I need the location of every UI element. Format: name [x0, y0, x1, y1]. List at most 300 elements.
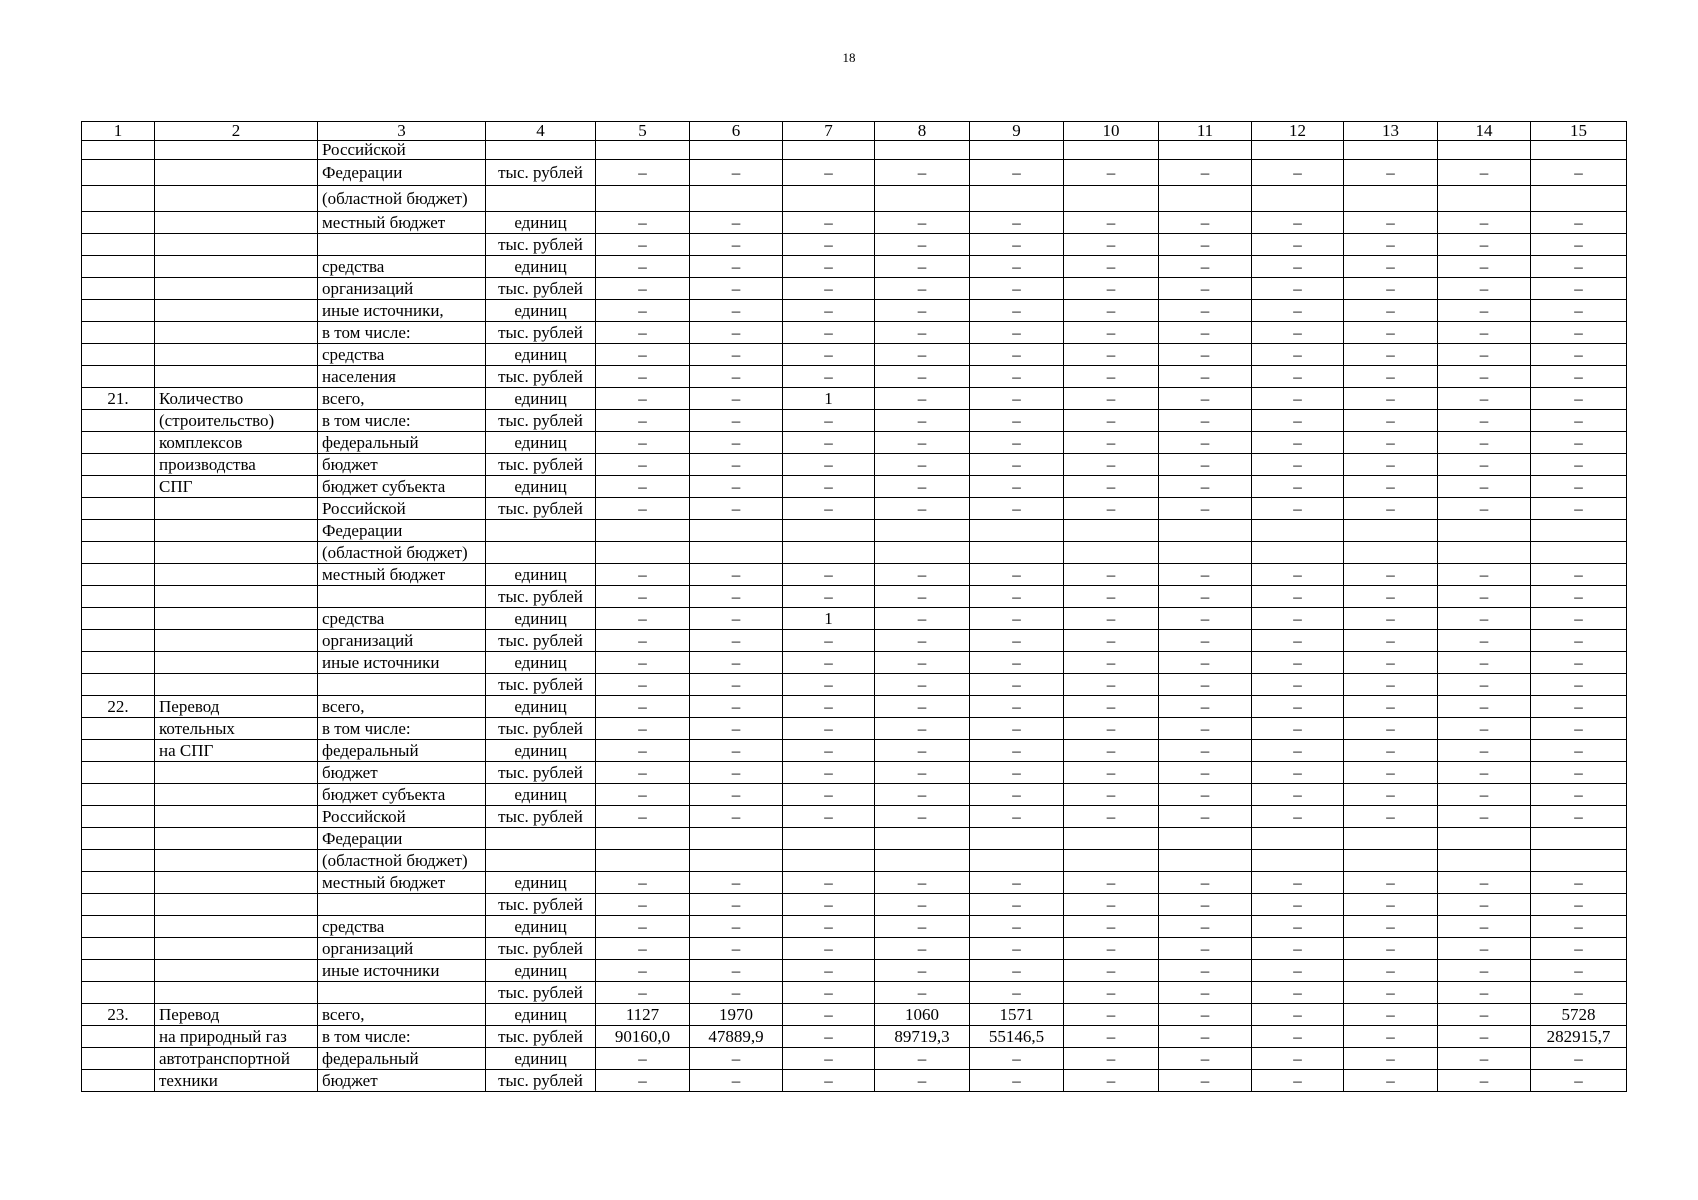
value-cell: –: [875, 938, 970, 960]
table-row: [82, 1070, 1627, 1092]
value-cell: –: [1159, 718, 1252, 740]
value-cell: –: [970, 718, 1064, 740]
indicator-cell: [155, 608, 318, 630]
value-cell: [1252, 141, 1344, 160]
funding-source-cell: местный бюджет: [318, 212, 486, 234]
indicator-cell: [155, 894, 318, 916]
value-cell: –: [1064, 960, 1159, 982]
table-row: [82, 498, 1627, 520]
header-row: [82, 122, 1627, 141]
value-cell: –: [1531, 212, 1627, 234]
value-cell: –: [690, 1070, 783, 1092]
row-number-cell: [82, 1048, 155, 1070]
value-cell: –: [783, 410, 875, 432]
unit-cell: тыс. рублей: [486, 762, 596, 784]
value-cell: –: [1252, 872, 1344, 894]
value-cell: –: [1438, 916, 1531, 938]
value-cell: –: [1344, 476, 1438, 498]
unit-cell: тыс. рублей: [486, 586, 596, 608]
row-number-cell: [82, 894, 155, 916]
funding-source-cell: в том числе:: [318, 322, 486, 344]
value-cell: –: [970, 454, 1064, 476]
value-cell: –: [690, 160, 783, 186]
indicator-cell: [155, 806, 318, 828]
row-number-cell: [82, 476, 155, 498]
value-cell: –: [875, 586, 970, 608]
value-cell: [1159, 141, 1252, 160]
value-cell: –: [783, 432, 875, 454]
value-cell: –: [1252, 806, 1344, 828]
value-cell: –: [970, 498, 1064, 520]
unit-cell: тыс. рублей: [486, 894, 596, 916]
value-cell: –: [1438, 652, 1531, 674]
value-cell: –: [690, 454, 783, 476]
indicator-cell: [155, 300, 318, 322]
value-cell: [875, 828, 970, 850]
row-number-cell: [82, 872, 155, 894]
value-cell: –: [1531, 784, 1627, 806]
value-cell: [596, 186, 690, 212]
indicator-cell: [155, 630, 318, 652]
row-number-cell: [82, 938, 155, 960]
value-cell: –: [1438, 1026, 1531, 1048]
value-cell: –: [690, 322, 783, 344]
value-cell: –: [875, 476, 970, 498]
value-cell: –: [596, 234, 690, 256]
unit-cell: единиц: [486, 872, 596, 894]
value-cell: –: [1438, 894, 1531, 916]
value-cell: –: [1438, 344, 1531, 366]
table-row: [82, 141, 1627, 160]
funding-source-cell: организаций: [318, 630, 486, 652]
value-cell: –: [1159, 564, 1252, 586]
value-cell: –: [1159, 1048, 1252, 1070]
value-cell: [875, 850, 970, 872]
unit-cell: единиц: [486, 476, 596, 498]
funding-source-cell: всего,: [318, 388, 486, 410]
row-number-cell: [82, 806, 155, 828]
value-cell: –: [1252, 1070, 1344, 1092]
value-cell: [1344, 186, 1438, 212]
value-cell: –: [1438, 630, 1531, 652]
indicator-cell: [155, 652, 318, 674]
funding-source-cell: бюджет субъекта: [318, 784, 486, 806]
unit-cell: единиц: [486, 1048, 596, 1070]
value-cell: –: [690, 630, 783, 652]
table-row: [82, 960, 1627, 982]
value-cell: –: [1064, 696, 1159, 718]
value-cell: –: [596, 160, 690, 186]
indicator-cell: [155, 828, 318, 850]
value-cell: –: [1252, 476, 1344, 498]
funding-source-cell: (областной бюджет): [318, 542, 486, 564]
value-cell: –: [596, 1048, 690, 1070]
value-cell: –: [1252, 718, 1344, 740]
value-cell: –: [690, 256, 783, 278]
value-cell: [970, 141, 1064, 160]
value-cell: –: [1064, 938, 1159, 960]
table-row: [82, 806, 1627, 828]
value-cell: –: [783, 160, 875, 186]
value-cell: –: [596, 740, 690, 762]
row-number-cell: [82, 850, 155, 872]
unit-cell: [486, 186, 596, 212]
value-cell: –: [1344, 916, 1438, 938]
value-cell: 1060: [875, 1004, 970, 1026]
value-cell: –: [690, 872, 783, 894]
value-cell: 47889,9: [690, 1026, 783, 1048]
value-cell: 55146,5: [970, 1026, 1064, 1048]
value-cell: –: [1064, 982, 1159, 1004]
value-cell: –: [970, 784, 1064, 806]
value-cell: [1531, 850, 1627, 872]
indicator-cell: [155, 256, 318, 278]
value-cell: –: [1064, 652, 1159, 674]
value-cell: –: [1159, 696, 1252, 718]
value-cell: –: [1159, 586, 1252, 608]
value-cell: –: [1252, 366, 1344, 388]
value-cell: –: [1064, 894, 1159, 916]
value-cell: –: [1531, 1048, 1627, 1070]
value-cell: –: [596, 696, 690, 718]
value-cell: –: [783, 278, 875, 300]
row-number-cell: [82, 278, 155, 300]
value-cell: –: [1344, 234, 1438, 256]
value-cell: –: [596, 630, 690, 652]
value-cell: [690, 141, 783, 160]
value-cell: –: [1531, 740, 1627, 762]
value-cell: [783, 520, 875, 542]
value-cell: –: [1159, 278, 1252, 300]
value-cell: –: [1438, 564, 1531, 586]
value-cell: –: [1252, 938, 1344, 960]
funding-source-cell: иные источники: [318, 960, 486, 982]
value-cell: –: [875, 410, 970, 432]
table-row: [82, 652, 1627, 674]
column-header: 8: [875, 122, 970, 141]
table-row: [82, 322, 1627, 344]
value-cell: –: [690, 344, 783, 366]
funding-source-cell: [318, 982, 486, 1004]
funding-source-cell: средства: [318, 916, 486, 938]
value-cell: –: [1344, 806, 1438, 828]
value-cell: –: [1344, 762, 1438, 784]
value-cell: –: [1531, 938, 1627, 960]
funding-source-cell: [318, 586, 486, 608]
value-cell: –: [783, 674, 875, 696]
value-cell: –: [970, 674, 1064, 696]
unit-cell: единиц: [486, 300, 596, 322]
column-header: 4: [486, 122, 596, 141]
value-cell: –: [875, 366, 970, 388]
value-cell: –: [1438, 960, 1531, 982]
value-cell: [596, 520, 690, 542]
value-cell: –: [596, 212, 690, 234]
value-cell: –: [1531, 1070, 1627, 1092]
unit-cell: единиц: [486, 564, 596, 586]
value-cell: –: [1159, 938, 1252, 960]
value-cell: –: [1252, 256, 1344, 278]
value-cell: –: [875, 806, 970, 828]
value-cell: –: [1064, 344, 1159, 366]
column-header: 14: [1438, 122, 1531, 141]
value-cell: –: [1438, 1004, 1531, 1026]
value-cell: –: [690, 564, 783, 586]
funding-source-cell: [318, 234, 486, 256]
value-cell: –: [783, 498, 875, 520]
value-cell: –: [1531, 388, 1627, 410]
value-cell: [1531, 542, 1627, 564]
value-cell: –: [1064, 872, 1159, 894]
value-cell: –: [1531, 982, 1627, 1004]
value-cell: –: [970, 564, 1064, 586]
row-number-cell: [82, 608, 155, 630]
indicator-cell: [155, 762, 318, 784]
value-cell: –: [1252, 300, 1344, 322]
value-cell: –: [1531, 366, 1627, 388]
value-cell: –: [1344, 300, 1438, 322]
value-cell: –: [1438, 278, 1531, 300]
table-row: [82, 160, 1627, 186]
value-cell: –: [690, 278, 783, 300]
value-cell: –: [596, 322, 690, 344]
value-cell: –: [783, 1026, 875, 1048]
value-cell: –: [1252, 630, 1344, 652]
value-cell: [1344, 542, 1438, 564]
value-cell: –: [1159, 982, 1252, 1004]
value-cell: –: [783, 212, 875, 234]
value-cell: –: [1438, 762, 1531, 784]
funding-source-cell: бюджет: [318, 454, 486, 476]
value-cell: [1252, 850, 1344, 872]
funding-source-cell: местный бюджет: [318, 564, 486, 586]
funding-source-cell: иные источники,: [318, 300, 486, 322]
row-number-cell: [82, 520, 155, 542]
value-cell: –: [596, 762, 690, 784]
value-cell: –: [875, 652, 970, 674]
value-cell: –: [1252, 740, 1344, 762]
funding-source-cell: населения: [318, 366, 486, 388]
unit-cell: [486, 850, 596, 872]
value-cell: [1344, 520, 1438, 542]
value-cell: –: [783, 476, 875, 498]
value-cell: –: [970, 160, 1064, 186]
value-cell: –: [596, 894, 690, 916]
funding-source-cell: федеральный: [318, 1048, 486, 1070]
value-cell: –: [1344, 322, 1438, 344]
row-number-cell: [82, 186, 155, 212]
value-cell: –: [783, 696, 875, 718]
value-cell: –: [1531, 160, 1627, 186]
value-cell: –: [1159, 454, 1252, 476]
value-cell: –: [1064, 916, 1159, 938]
column-header: 10: [1064, 122, 1159, 141]
value-cell: –: [1344, 498, 1438, 520]
row-number-cell: [82, 432, 155, 454]
value-cell: –: [1531, 718, 1627, 740]
value-cell: –: [596, 784, 690, 806]
table-row: [82, 674, 1627, 696]
value-cell: –: [1252, 388, 1344, 410]
value-cell: [1159, 850, 1252, 872]
value-cell: –: [1064, 740, 1159, 762]
funding-source-cell: средства: [318, 608, 486, 630]
value-cell: –: [1531, 762, 1627, 784]
value-cell: –: [1531, 454, 1627, 476]
value-cell: –: [690, 652, 783, 674]
value-cell: –: [970, 872, 1064, 894]
value-cell: –: [1344, 608, 1438, 630]
value-cell: [1438, 542, 1531, 564]
value-cell: –: [970, 278, 1064, 300]
value-cell: –: [1252, 344, 1344, 366]
value-cell: –: [1344, 366, 1438, 388]
funding-source-cell: организаций: [318, 938, 486, 960]
value-cell: –: [690, 960, 783, 982]
unit-cell: единиц: [486, 608, 596, 630]
unit-cell: тыс. рублей: [486, 1070, 596, 1092]
value-cell: [1064, 542, 1159, 564]
table-row: [82, 256, 1627, 278]
value-cell: –: [1438, 696, 1531, 718]
value-cell: 1: [783, 388, 875, 410]
value-cell: [1252, 828, 1344, 850]
value-cell: –: [1159, 1070, 1252, 1092]
table-row: [82, 630, 1627, 652]
value-cell: –: [596, 564, 690, 586]
value-cell: –: [783, 1070, 875, 1092]
value-cell: –: [690, 234, 783, 256]
value-cell: –: [1252, 410, 1344, 432]
value-cell: [1531, 141, 1627, 160]
value-cell: –: [690, 806, 783, 828]
value-cell: –: [1438, 432, 1531, 454]
unit-cell: единиц: [486, 696, 596, 718]
value-cell: –: [596, 1070, 690, 1092]
value-cell: –: [783, 630, 875, 652]
value-cell: –: [596, 410, 690, 432]
indicator-cell: на природный газ: [155, 1026, 318, 1048]
value-cell: [783, 850, 875, 872]
value-cell: [1531, 520, 1627, 542]
value-cell: –: [1344, 432, 1438, 454]
value-cell: –: [970, 410, 1064, 432]
value-cell: –: [596, 872, 690, 894]
value-cell: –: [875, 1048, 970, 1070]
value-cell: –: [875, 740, 970, 762]
unit-cell: тыс. рублей: [486, 410, 596, 432]
value-cell: –: [875, 344, 970, 366]
value-cell: –: [1159, 410, 1252, 432]
value-cell: –: [1438, 498, 1531, 520]
value-cell: –: [1531, 960, 1627, 982]
indicator-cell: [155, 916, 318, 938]
row-number-cell: [82, 300, 155, 322]
value-cell: [970, 850, 1064, 872]
value-cell: –: [1438, 784, 1531, 806]
value-cell: –: [690, 916, 783, 938]
value-cell: –: [596, 256, 690, 278]
value-cell: –: [1159, 960, 1252, 982]
value-cell: –: [1252, 586, 1344, 608]
value-cell: –: [875, 160, 970, 186]
table-row: [82, 366, 1627, 388]
table-row: [82, 388, 1627, 410]
row-number-cell: [82, 498, 155, 520]
value-cell: –: [1438, 300, 1531, 322]
value-cell: –: [596, 960, 690, 982]
funding-source-cell: Федерации: [318, 160, 486, 186]
table-row: [82, 608, 1627, 630]
unit-cell: единиц: [486, 212, 596, 234]
value-cell: –: [1344, 674, 1438, 696]
value-cell: [1531, 186, 1627, 212]
unit-cell: тыс. рублей: [486, 806, 596, 828]
value-cell: –: [1064, 674, 1159, 696]
column-header: 15: [1531, 122, 1627, 141]
funding-source-cell: в том числе:: [318, 1026, 486, 1048]
data-table: [81, 121, 1627, 1092]
value-cell: –: [783, 322, 875, 344]
value-cell: –: [1064, 1026, 1159, 1048]
value-cell: –: [1531, 674, 1627, 696]
value-cell: –: [875, 872, 970, 894]
funding-source-cell: федеральный: [318, 432, 486, 454]
value-cell: –: [970, 1070, 1064, 1092]
funding-source-cell: [318, 894, 486, 916]
value-cell: –: [690, 498, 783, 520]
indicator-cell: Количество: [155, 388, 318, 410]
value-cell: –: [1159, 160, 1252, 186]
value-cell: 5728: [1531, 1004, 1627, 1026]
value-cell: –: [1064, 432, 1159, 454]
value-cell: –: [1252, 784, 1344, 806]
indicator-cell: [155, 784, 318, 806]
indicator-cell: комплексов: [155, 432, 318, 454]
unit-cell: единиц: [486, 344, 596, 366]
value-cell: [596, 828, 690, 850]
unit-cell: тыс. рублей: [486, 1026, 596, 1048]
value-cell: [690, 186, 783, 212]
row-number-cell: [82, 1070, 155, 1092]
value-cell: –: [1159, 762, 1252, 784]
table-row: [82, 520, 1627, 542]
value-cell: –: [690, 762, 783, 784]
row-number-cell: [82, 916, 155, 938]
value-cell: [970, 828, 1064, 850]
row-number-cell: [82, 828, 155, 850]
value-cell: 1970: [690, 1004, 783, 1026]
value-cell: –: [1344, 630, 1438, 652]
value-cell: –: [1438, 982, 1531, 1004]
value-cell: –: [783, 894, 875, 916]
value-cell: –: [596, 586, 690, 608]
value-cell: –: [1159, 784, 1252, 806]
table-row: [82, 872, 1627, 894]
value-cell: [1159, 542, 1252, 564]
table-row: [82, 234, 1627, 256]
value-cell: –: [596, 916, 690, 938]
value-cell: –: [596, 652, 690, 674]
table-row: [82, 564, 1627, 586]
value-cell: –: [1064, 388, 1159, 410]
value-cell: –: [1159, 1026, 1252, 1048]
value-cell: –: [1531, 652, 1627, 674]
value-cell: –: [1252, 652, 1344, 674]
value-cell: –: [783, 718, 875, 740]
value-cell: –: [970, 1048, 1064, 1070]
value-cell: [690, 520, 783, 542]
